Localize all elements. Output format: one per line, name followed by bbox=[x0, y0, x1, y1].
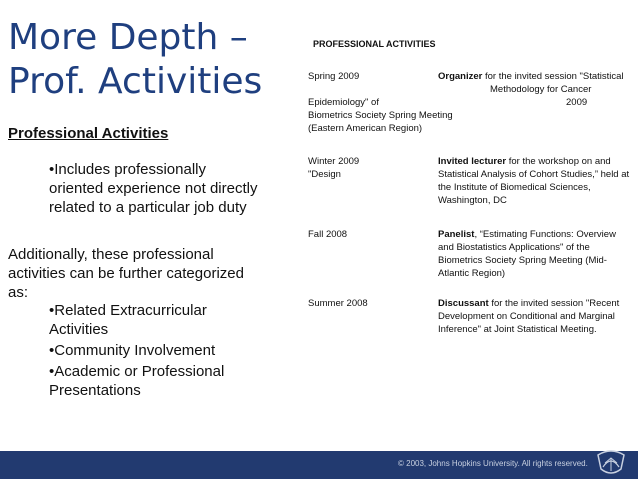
title-line-1: More Depth – bbox=[8, 17, 248, 58]
activities-heading: PROFESSIONAL ACTIVITIES bbox=[313, 39, 436, 49]
categorized-text: Additionally, these professional activities can be further categorized as: bbox=[8, 246, 244, 301]
activity-date: Spring 2009 bbox=[308, 71, 360, 82]
activity-entry bbox=[308, 155, 633, 207]
copyright-text: © 2003, Johns Hopkins University. All rights reserved. bbox=[398, 459, 588, 468]
activity-date: Fall 2008 bbox=[308, 229, 348, 240]
activity-entry bbox=[308, 228, 633, 280]
title-line-2: Prof. Activities bbox=[8, 61, 263, 102]
activity-role: Organizer bbox=[438, 71, 483, 82]
activity-desc-line: 2009 bbox=[566, 97, 588, 108]
activity-role: Discussant bbox=[438, 298, 489, 309]
activity-desc: Invited lecturer for the workshop on and Statistical Analysis of Cohort Studies,” held at the Institute of Biomedical Sciences, Washington, DC bbox=[438, 156, 630, 206]
activity-role: Invited lecturer bbox=[438, 156, 507, 167]
activity-desc-line: (Eastern American Region) bbox=[308, 123, 423, 134]
category-bullets bbox=[49, 301, 264, 402]
activity-entry bbox=[308, 297, 633, 349]
section-heading: Professional Activities bbox=[8, 125, 169, 142]
slide-title bbox=[8, 16, 288, 104]
activity-date: Winter 2009 "Design bbox=[308, 156, 360, 180]
bullet-item: •Academic or Professional Presentations bbox=[49, 363, 225, 399]
activity-desc-line: Epidemiology" of bbox=[308, 97, 379, 108]
university-seal-icon bbox=[595, 449, 627, 479]
activity-role: Panelist bbox=[438, 229, 475, 240]
activity-date: Summer 2008 bbox=[308, 298, 368, 309]
activity-desc: Organizer for the invited session "Statistical bbox=[438, 71, 624, 82]
activity-desc-line: Methodology for Cancer bbox=[490, 84, 592, 95]
activity-desc: Discussant for the invited session "Recent Development on Conditional and Marginal Inference" at Joint Statistical Meeting. bbox=[438, 298, 620, 335]
activity-desc: Panelist, “Estimating Functions: Overview and Biostatistics Applications" of the Biometrics Society Spring Meeting (Mid-Atlantic Region) bbox=[438, 229, 616, 279]
activity-entry bbox=[308, 70, 633, 140]
activity-desc-line: Biometrics Society Spring Meeting bbox=[308, 110, 453, 121]
bullet-item: •Related Extracurricular Activities bbox=[49, 302, 207, 338]
intro-bullet: •Includes professionally oriented experience not directly related to a particular job duty bbox=[49, 161, 258, 216]
bullet-item: •Community Involvement bbox=[49, 342, 216, 359]
